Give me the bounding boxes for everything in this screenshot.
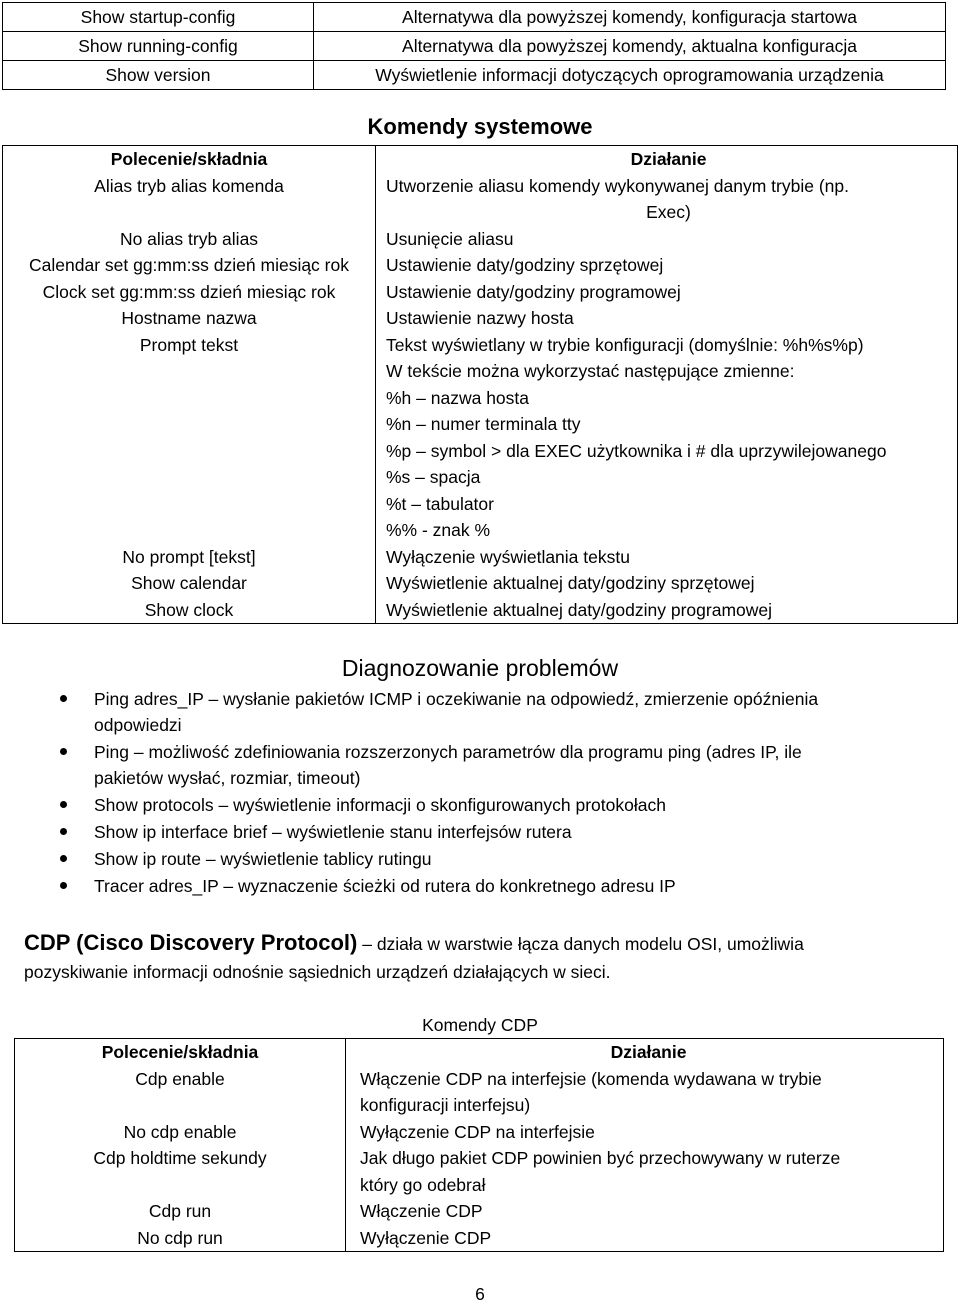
table-header-row	[3, 146, 958, 173]
command-cell: Show calendar	[3, 570, 376, 597]
list-item-line: odpowiedzi	[94, 715, 182, 735]
description-line: Ustawienie nazwy hosta	[386, 308, 574, 328]
bullet-icon	[60, 855, 67, 862]
table-row	[3, 279, 958, 306]
cdp-intro-paragraph	[24, 929, 944, 986]
list-item-line: Ping – możliwość zdefiniowania rozszerzonych parametrów dla programu ping (adres IP, ile	[94, 742, 802, 762]
description-cell: Alternatywa dla powyższej komendy, aktualna konfiguracja	[314, 32, 946, 61]
description-cell: Alternatywa dla powyższej komendy, konfiguracja startowa	[314, 3, 946, 32]
system-commands-table	[2, 145, 958, 624]
bullet-icon	[60, 801, 67, 808]
list-item-line: Show ip route – wyświetlenie tablicy rutingu	[94, 849, 432, 869]
bullet-icon	[60, 695, 67, 702]
table-row	[15, 1119, 944, 1146]
description-line: %% - znak %	[386, 520, 491, 540]
cdp-table-caption: Komendy CDP	[422, 1015, 538, 1035]
description-line: Wyłączenie CDP	[360, 1227, 492, 1248]
table-row	[3, 597, 958, 624]
list-item	[56, 739, 906, 791]
command-cell: Calendar set gg:mm:ss dzień miesiąc rok	[3, 252, 376, 279]
list-item	[56, 792, 906, 818]
description-line: %t – tabulator	[386, 493, 494, 514]
cdp-commands-table	[14, 1038, 944, 1252]
command-cell: No cdp enable	[15, 1119, 346, 1146]
table-row	[3, 332, 958, 544]
description-line: Ustawienie daty/godziny programowej	[386, 281, 681, 302]
command-cell: Show running-config	[3, 32, 314, 61]
command-cell: Cdp enable	[15, 1066, 346, 1119]
command-cell: No alias tryb alias	[3, 226, 376, 253]
table-row	[3, 226, 958, 253]
description-cell: Wyświetlenie informacji dotyczących oprogramowania urządzenia	[314, 61, 946, 90]
description-line: który go odebrał	[360, 1174, 486, 1195]
command-cell: Show clock	[3, 597, 376, 624]
description-line: %n – numer terminala tty	[386, 414, 581, 434]
command-cell: Hostname nazwa	[3, 305, 376, 332]
table-row	[3, 305, 958, 332]
header-action: Działanie	[376, 146, 958, 173]
description-cell	[346, 1198, 944, 1225]
header-command: Polecenie/składnia	[3, 146, 376, 173]
description-line: W tekście można wykorzystać następujące zmienne:	[386, 361, 795, 381]
description-line: Tekst wyświetlany w trybie konfiguracji (domyślnie: %h%s%p)	[386, 334, 864, 355]
list-item-line: pakietów wysłać, rozmiar, timeout)	[94, 768, 361, 788]
command-cell: Show version	[3, 61, 314, 90]
bullet-icon	[60, 748, 67, 755]
description-cell	[346, 1066, 944, 1119]
description-cell	[376, 570, 958, 597]
table-row	[3, 544, 958, 571]
show-commands-table	[2, 2, 946, 90]
header-command: Polecenie/składnia	[15, 1039, 346, 1066]
cdp-intro-line1: – działa w warstwie łącza danych modelu OSI, umożliwia	[357, 934, 804, 954]
table-row	[15, 1145, 944, 1198]
description-line: Utworzenie aliasu komendy wykonywanej danym trybie (np.	[386, 175, 849, 196]
description-line: Włączenie CDP	[360, 1201, 483, 1221]
description-cell	[376, 252, 958, 279]
description-line: Usunięcie aliasu	[386, 228, 514, 249]
cdp-title: CDP (Cisco Discovery Protocol)	[24, 930, 358, 955]
list-item-line: Tracer adres_IP – wyznaczenie ścieżki od rutera do konkretnego adresu IP	[94, 876, 676, 896]
list-item	[56, 873, 906, 899]
description-cell	[376, 597, 958, 624]
list-item	[56, 846, 906, 872]
description-line: %p – symbol > dla EXEC użytkownika i # dla uprzywilejowanego	[386, 440, 887, 461]
list-item-line: Show protocols – wyświetlenie informacji o skonfigurowanych protokołach	[94, 795, 666, 815]
page-number: 6	[475, 1284, 485, 1304]
description-line: Jak długo pakiet CDP powinien być przechowywany w ruterze	[360, 1148, 841, 1168]
description-cell	[376, 279, 958, 306]
table-row	[3, 173, 958, 226]
bullet-icon	[60, 882, 67, 889]
description-line: Ustawienie daty/godziny sprzętowej	[386, 255, 664, 275]
description-cell	[346, 1145, 944, 1198]
description-line: Wyłączenie CDP na interfejsie	[360, 1121, 595, 1142]
header-action: Działanie	[610, 1042, 687, 1062]
list-item	[56, 686, 906, 738]
description-cell	[376, 544, 958, 571]
description-cell	[376, 226, 958, 253]
command-cell: Cdp holdtime sekundy	[15, 1145, 346, 1198]
description-line: Exec)	[646, 202, 691, 222]
table-row	[3, 32, 946, 61]
table-row	[3, 570, 958, 597]
description-cell	[376, 332, 958, 544]
command-cell: Alias tryb alias komenda	[3, 173, 376, 226]
description-line: Wyłączenie wyświetlania tekstu	[386, 546, 630, 567]
list-item-line: Show ip interface brief – wyświetlenie stanu interfejsów rutera	[94, 822, 572, 842]
description-line: %s – spacja	[386, 467, 481, 487]
table-row	[3, 252, 958, 279]
table-row	[15, 1198, 944, 1225]
diagnostics-title: Diagnozowanie problemów	[341, 655, 619, 681]
description-cell	[346, 1119, 944, 1146]
command-cell: Prompt tekst	[3, 332, 376, 544]
description-cell	[376, 305, 958, 332]
table-row	[15, 1066, 944, 1119]
command-cell: Cdp run	[15, 1198, 346, 1225]
description-cell	[376, 173, 958, 226]
list-item-line: Ping adres_IP – wysłanie pakietów ICMP i oczekiwanie na odpowiedź, zmierzenie opóźnienia	[94, 689, 819, 709]
table-row	[15, 1225, 944, 1252]
description-line: %h – nazwa hosta	[386, 387, 530, 408]
command-cell: Show startup-config	[3, 3, 314, 32]
command-cell: Clock set gg:mm:ss dzień miesiąc rok	[3, 279, 376, 306]
description-cell	[346, 1225, 944, 1252]
cdp-intro-line2: pozyskiwanie informacji odnośnie sąsiednich urządzeń działających w sieci.	[24, 962, 611, 982]
table-row	[3, 61, 946, 90]
description-line: konfiguracji interfejsu)	[360, 1095, 531, 1115]
table-header-row	[15, 1039, 944, 1066]
bullet-icon	[60, 828, 67, 835]
command-cell: No prompt [tekst]	[3, 544, 376, 571]
table-row	[3, 3, 946, 32]
system-commands-title: Komendy systemowe	[367, 114, 593, 139]
description-line: Włączenie CDP na interfejsie (komenda wydawana w trybie	[360, 1068, 822, 1089]
diagnostics-list	[56, 686, 906, 900]
command-cell: No cdp run	[15, 1225, 346, 1252]
list-item	[56, 819, 906, 845]
description-line: Wyświetlenie aktualnej daty/godziny programowej	[386, 599, 773, 620]
description-line: Wyświetlenie aktualnej daty/godziny sprzętowej	[386, 573, 755, 593]
